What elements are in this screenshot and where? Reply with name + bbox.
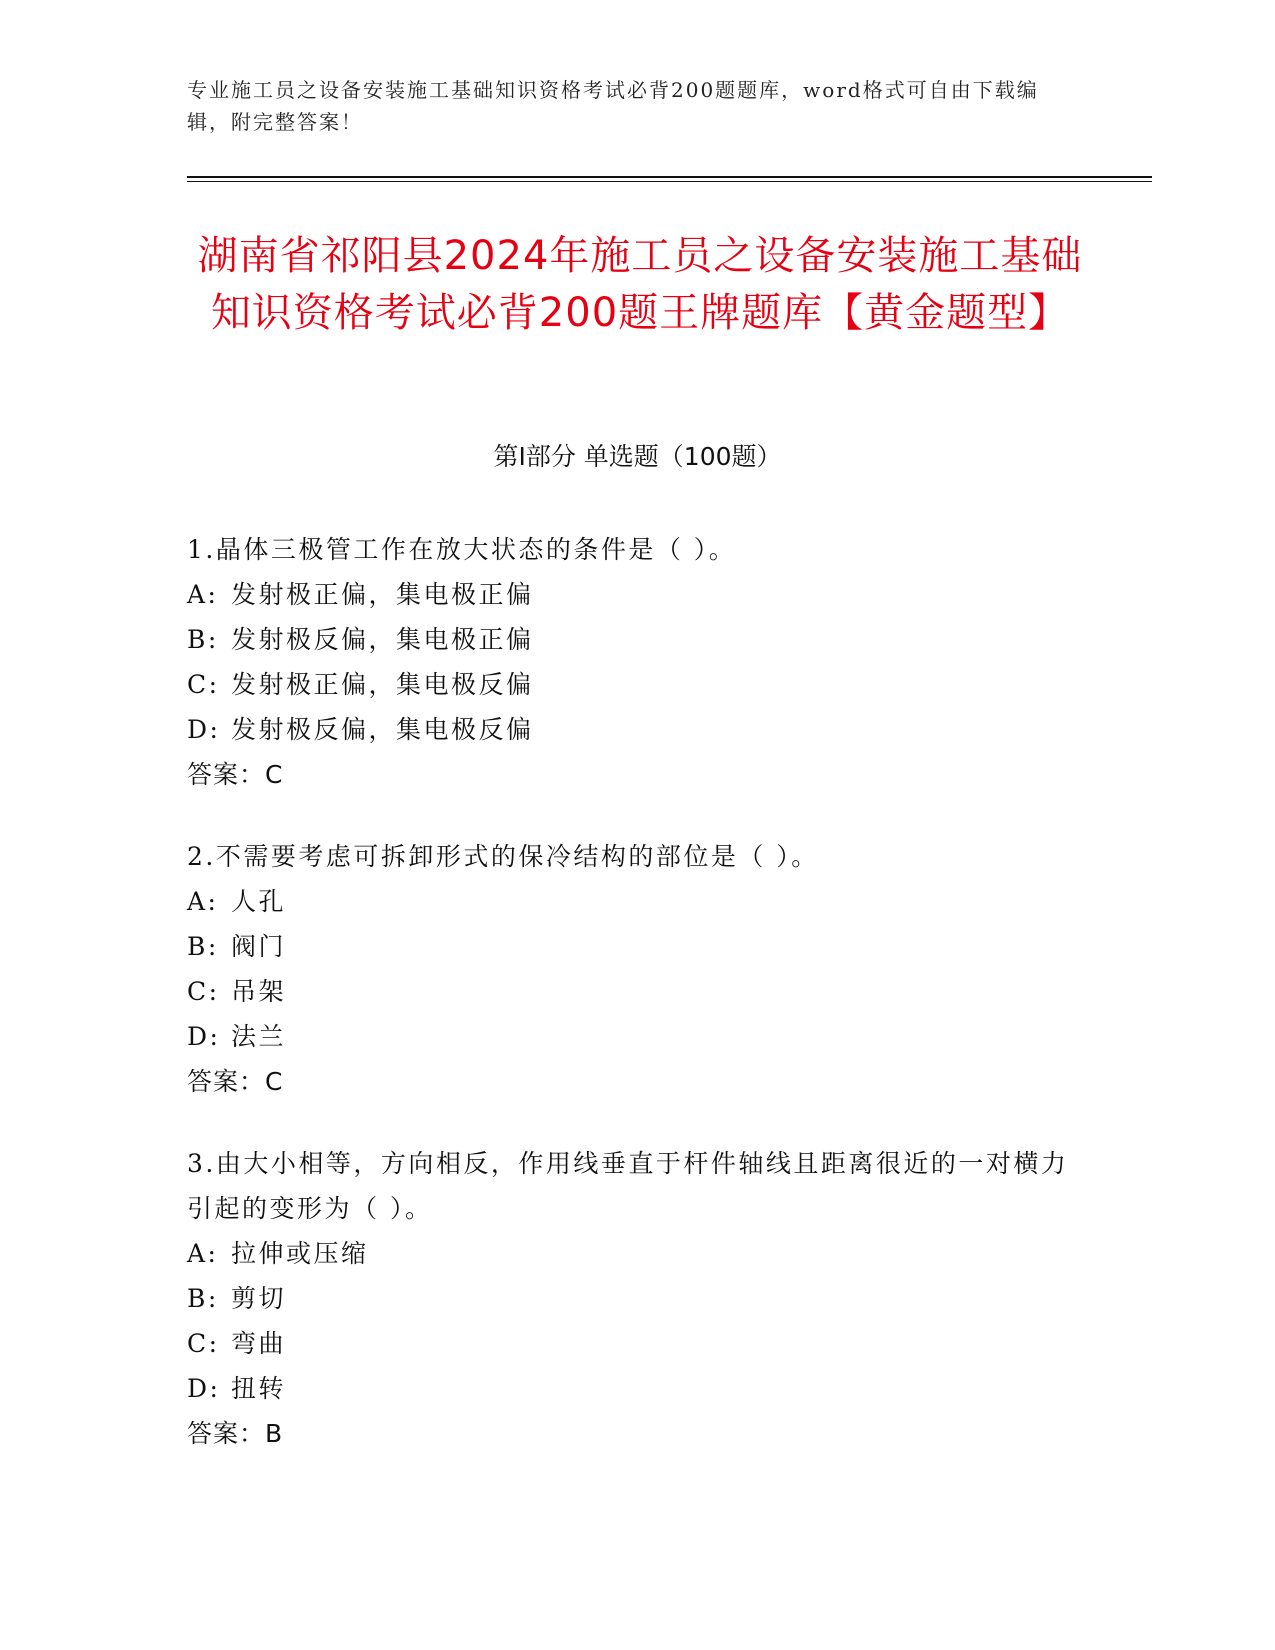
option-key: D: (187, 1374, 221, 1403)
option-b (187, 924, 1077, 969)
option-text: 法兰 (231, 1022, 287, 1051)
option-a (187, 1231, 1077, 1276)
answer: 答案：C (187, 1067, 284, 1096)
option-key: D: (187, 715, 221, 744)
option-key: B: (187, 932, 219, 961)
option-text: 拉伸或压缩 (231, 1239, 369, 1268)
option-key: D: (187, 1022, 221, 1051)
option-c (187, 662, 1077, 707)
header-rule-thin (187, 181, 1152, 182)
option-key: C: (187, 670, 220, 699)
header-rule-thick (187, 176, 1152, 178)
option-text: 扭转 (231, 1374, 287, 1403)
option-text: 人孔 (231, 887, 287, 916)
option-key: C: (187, 1329, 220, 1358)
option-text: 阀门 (231, 932, 287, 961)
option-b (187, 1276, 1077, 1321)
question-list (187, 527, 1077, 1493)
option-text: 吊架 (231, 977, 287, 1006)
question-1 (187, 527, 1077, 797)
option-d (187, 1366, 1077, 1411)
option-d (187, 707, 1077, 752)
section-title: 第Ⅰ部分 单选题（100题） (493, 442, 782, 471)
document-title: 湖南省祁阳县2024年施工员之设备安装施工基础知识资格考试必背200题王牌题库【黄金题型】 (197, 233, 1083, 336)
question-3 (187, 1141, 1077, 1456)
option-c (187, 969, 1077, 1014)
option-text: 发射极反偏，集电极正偏 (231, 625, 534, 654)
answer: 答案：C (187, 760, 284, 789)
question-stem: 2.不需要考虑可拆卸形式的保冷结构的部位是（ ）。 (187, 842, 819, 871)
answer: 答案：B (187, 1419, 284, 1448)
question-stem: 1.晶体三极管工作在放大状态的条件是（ ）。 (187, 535, 737, 564)
option-a (187, 879, 1077, 924)
option-b (187, 617, 1077, 662)
option-key: C: (187, 977, 220, 1006)
option-text: 发射极反偏，集电极反偏 (231, 715, 534, 744)
option-text: 剪切 (231, 1284, 287, 1313)
option-key: A: (187, 887, 219, 916)
option-d (187, 1014, 1077, 1059)
option-a (187, 572, 1077, 617)
question-stem: 3.由大小相等，方向相反，作用线垂直于杆件轴线且距离很近的一对横力引起的变形为（ ）。 (187, 1149, 1069, 1223)
question-2 (187, 834, 1077, 1104)
header-note: 专业施工员之设备安装施工基础知识资格考试必背200题题库，word格式可自由下载编辑，附完整答案！ (187, 78, 1039, 134)
option-text: 发射极正偏，集电极正偏 (231, 580, 534, 609)
option-text: 发射极正偏，集电极反偏 (231, 670, 534, 699)
option-key: A: (187, 1239, 219, 1268)
option-key: B: (187, 1284, 219, 1313)
option-key: B: (187, 625, 219, 654)
option-text: 弯曲 (231, 1329, 287, 1358)
option-key: A: (187, 580, 219, 609)
option-c (187, 1321, 1077, 1366)
